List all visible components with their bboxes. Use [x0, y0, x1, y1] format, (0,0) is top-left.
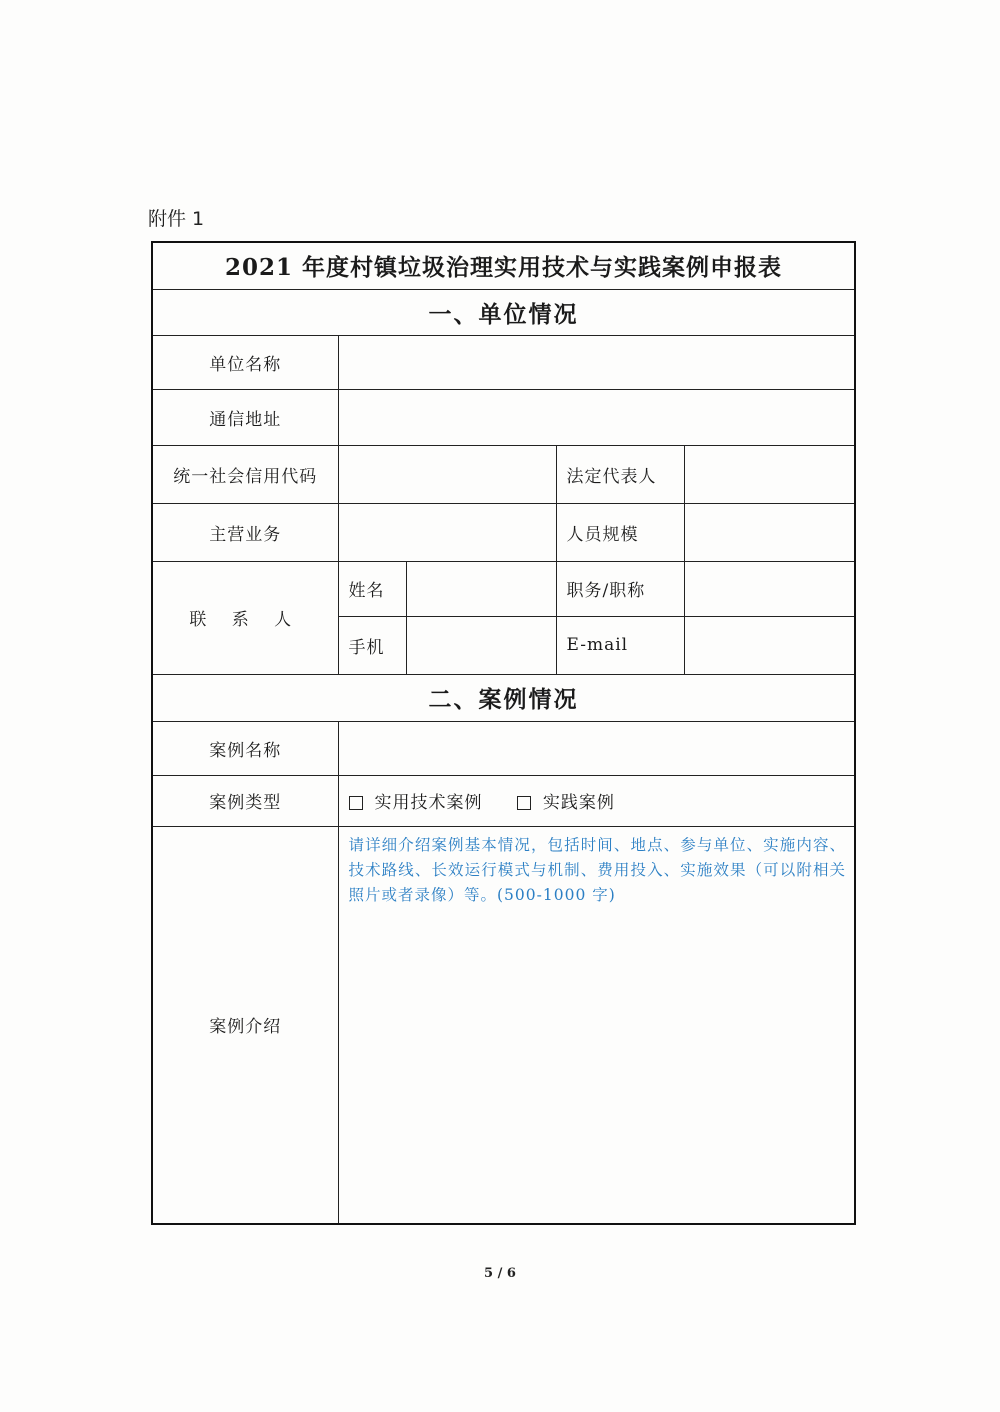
case-type-option-practice[interactable]	[517, 788, 615, 813]
legal-rep-field[interactable]	[684, 445, 855, 503]
contact-name-label: 姓名	[338, 561, 406, 616]
case-intro-field[interactable]	[338, 826, 855, 1224]
position-label: 职务/职称	[556, 561, 684, 616]
phone-field[interactable]	[406, 616, 556, 674]
case-intro-label: 案例介绍	[152, 826, 338, 1224]
address-field[interactable]	[338, 389, 855, 445]
email-label: E-mail	[556, 616, 684, 674]
case-name-label: 案例名称	[152, 721, 338, 775]
staff-size-label: 人员规模	[556, 503, 684, 561]
legal-rep-label: 法定代表人	[556, 445, 684, 503]
email-field[interactable]	[684, 616, 855, 674]
case-type-option-technology[interactable]	[349, 788, 483, 813]
org-name-label: 单位名称	[152, 335, 338, 389]
contact-name-field[interactable]	[406, 561, 556, 616]
case-type-options	[338, 775, 855, 826]
credit-code-field[interactable]	[338, 445, 556, 503]
case-intro-hint: 请详细介绍案例基本情况，包括时间、地点、参与单位、实施内容、技术路线、长效运行模式与机制、费用投入、实施效果（可以附相关照片或者录像）等。(500-1000 字)	[348, 835, 847, 904]
case-type-technology-label: 实用技术案例	[374, 793, 483, 813]
attachment-label: 附件 1	[148, 208, 205, 230]
org-name-field[interactable]	[338, 335, 855, 389]
address-label: 通信地址	[152, 389, 338, 445]
credit-code-label: 统一社会信用代码	[152, 445, 338, 503]
checkbox-technology[interactable]	[349, 796, 363, 810]
section-heading-organization: 一、单位情况	[152, 289, 855, 335]
form-title: 2021 年度村镇垃圾治理实用技术与实践案例申报表	[152, 242, 855, 289]
section-heading-case: 二、案例情况	[152, 674, 855, 721]
checkbox-practice[interactable]	[517, 796, 531, 810]
staff-size-field[interactable]	[684, 503, 855, 561]
case-type-practice-label: 实践案例	[542, 793, 615, 813]
phone-label: 手机	[338, 616, 406, 674]
main-business-label: 主营业务	[152, 503, 338, 561]
position-field[interactable]	[684, 561, 855, 616]
case-type-label: 案例类型	[152, 775, 338, 826]
case-name-field[interactable]	[338, 721, 855, 775]
application-form-table	[151, 241, 856, 1225]
main-business-field[interactable]	[338, 503, 556, 561]
page-number: 5 / 6	[484, 1266, 516, 1281]
contact-label: 联 系 人	[152, 561, 338, 674]
